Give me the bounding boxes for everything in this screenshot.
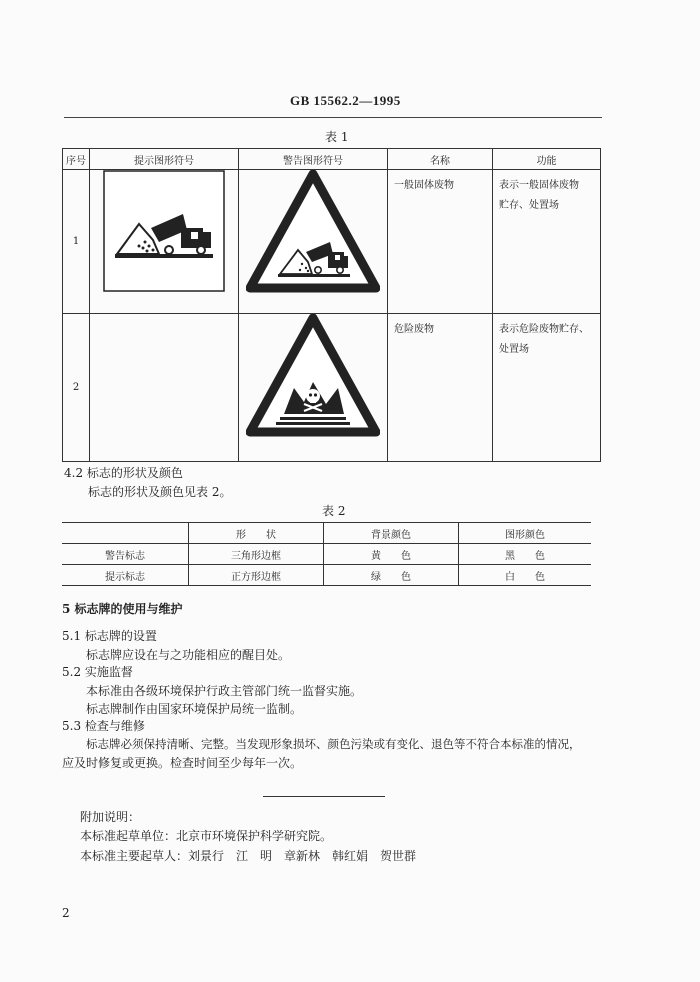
table-row xyxy=(62,565,591,586)
row-number: 1 xyxy=(63,170,90,314)
row-function-line1: 表示危险废物贮存、 xyxy=(499,324,589,335)
prompt-symbol-cell-empty xyxy=(90,314,239,462)
section-5-3-body-1: 标志牌必须保持清晰、完整。当发现形象损坏、颜色污染或有变化、退色等不符合本标准的情况， xyxy=(86,737,581,751)
sign-symbol-color: 黑 色 xyxy=(459,544,592,565)
section-4-2-heading: 4.2 标志的形状及颜色 xyxy=(64,466,183,480)
skull-warning-icon xyxy=(246,314,380,438)
col-background-color: 背景颜色 xyxy=(324,523,459,544)
section-5-3-heading: 5.3 检查与维修 xyxy=(62,719,145,733)
section-5-3-body-2: 应及时修复或更换。检查时间至少每年一次。 xyxy=(62,756,303,770)
section-5-1-heading: 5.1 标志牌的设置 xyxy=(62,629,157,643)
section-5-1-body: 标志牌应设在与之功能相应的醒目处。 xyxy=(86,648,291,662)
col-symbol-color: 图形颜色 xyxy=(459,523,592,544)
dump-truck-warning-icon xyxy=(246,170,380,294)
row-function-line2: 处置场 xyxy=(499,344,529,355)
sign-background: 黄 色 xyxy=(324,544,459,565)
row-function-line2: 贮存、处置场 xyxy=(499,200,559,211)
col-warning-symbol: 警告图形符号 xyxy=(239,149,388,170)
page-number: 2 xyxy=(62,906,70,920)
section-5-2-body-2: 标志牌制作由国家环境保护局统一监制。 xyxy=(86,702,303,716)
col-prompt-symbol: 提示图形符号 xyxy=(90,149,239,170)
table-row xyxy=(62,544,591,565)
col-name: 名称 xyxy=(388,149,493,170)
row-number: 2 xyxy=(63,314,90,462)
row-name: 一般固体废物 xyxy=(388,170,493,314)
row-function xyxy=(493,170,601,314)
section-5-2-body-1: 本标准由各级环境保护行政主管部门统一监督实施。 xyxy=(86,684,363,698)
appendix-title: 附加说明： xyxy=(80,810,141,824)
sign-shape: 正方形边框 xyxy=(189,565,324,586)
sign-symbol-color: 白 色 xyxy=(459,565,592,586)
col-shape: 形 状 xyxy=(189,523,324,544)
prompt-symbol-cell xyxy=(90,170,239,314)
col-seq: 序号 xyxy=(63,149,90,170)
table2-caption: 表 2 xyxy=(322,504,346,518)
row-function-line1: 表示一般固体废物 xyxy=(499,180,579,191)
warning-symbol-cell xyxy=(239,314,388,462)
table2-header-row xyxy=(62,523,591,544)
appendix-line-2: 本标准主要起草人：刘景行 江 明 章新林 韩红娟 贺世群 xyxy=(80,849,417,863)
table1-header-row xyxy=(63,149,601,170)
sign-type: 警告标志 xyxy=(62,544,189,565)
row-name: 危险废物 xyxy=(388,314,493,462)
appendix-line-1: 本标准起草单位：北京市环境保护科学研究院。 xyxy=(80,829,333,843)
section-5-heading: 5 标志牌的使用与维护 xyxy=(62,602,183,616)
table-2 xyxy=(62,522,591,586)
section-4-2-body: 标志的形状及颜色见表 2。 xyxy=(88,485,232,499)
row-function xyxy=(493,314,601,462)
warning-symbol-cell xyxy=(239,170,388,314)
table-row xyxy=(63,314,601,462)
col-function: 功能 xyxy=(493,149,601,170)
header-rule xyxy=(64,117,602,118)
table-1 xyxy=(62,148,601,462)
sign-shape: 三角形边框 xyxy=(189,544,324,565)
table1-caption: 表 1 xyxy=(325,130,349,144)
dump-truck-prompt-icon xyxy=(103,170,225,292)
table-row xyxy=(63,170,601,314)
sign-background: 绿 色 xyxy=(324,565,459,586)
sign-type: 提示标志 xyxy=(62,565,189,586)
standard-number-header: GB 15562.2—1995 xyxy=(290,93,401,108)
table2-corner xyxy=(62,523,189,544)
separator-line xyxy=(263,796,385,797)
section-5-2-heading: 5.2 实施监督 xyxy=(62,665,133,679)
